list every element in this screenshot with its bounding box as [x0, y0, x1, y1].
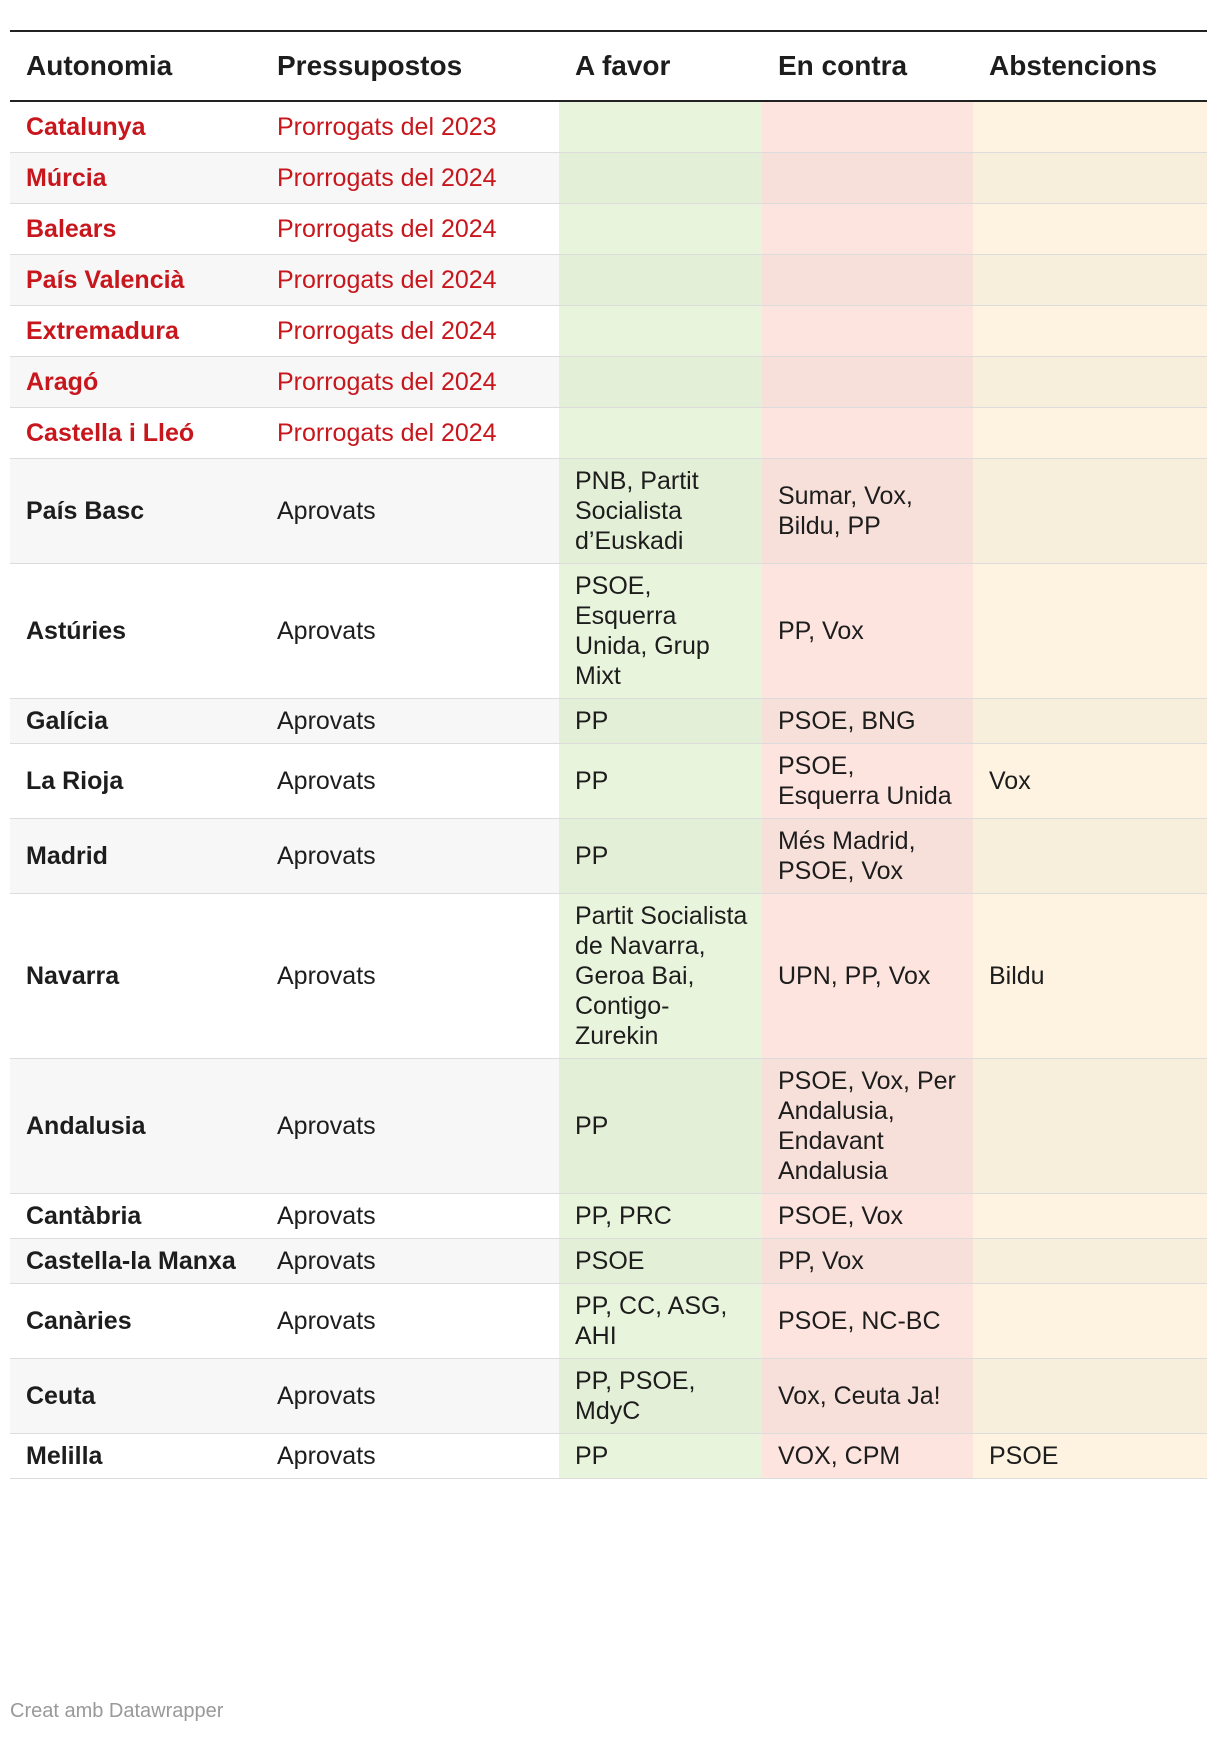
- cell-en-contra: Vox, Ceuta Ja!: [762, 1358, 973, 1433]
- cell-a-favor: PSOE, Esquerra Unida, Grup Mixt: [559, 563, 762, 698]
- cell-abstencions: [973, 1193, 1207, 1238]
- cell-a-favor: [559, 407, 762, 458]
- cell-abstencions: [973, 1058, 1207, 1193]
- cell-a-favor: PSOE: [559, 1238, 762, 1283]
- cell-pressupostos: Aprovats: [261, 818, 559, 893]
- table-row: [10, 698, 1207, 743]
- cell-a-favor: PP: [559, 743, 762, 818]
- table-row: [10, 203, 1207, 254]
- table-row: [10, 743, 1207, 818]
- cell-en-contra: PSOE, Esquerra Unida: [762, 743, 973, 818]
- cell-abstencions: Vox: [973, 743, 1207, 818]
- cell-abstencions: [973, 563, 1207, 698]
- cell-autonomia: Catalunya: [10, 101, 261, 152]
- cell-en-contra: [762, 203, 973, 254]
- header-autonomia[interactable]: Autonomia: [26, 50, 173, 81]
- cell-pressupostos: Prorrogats del 2023: [261, 101, 559, 152]
- cell-a-favor: PP: [559, 818, 762, 893]
- cell-autonomia: Balears: [10, 203, 261, 254]
- cell-a-favor: Partit Socialista de Navarra, Geroa Bai, Contigo-Zurekin: [559, 893, 762, 1058]
- cell-abstencions: [973, 458, 1207, 563]
- cell-autonomia: Canàries: [10, 1283, 261, 1358]
- cell-autonomia: Aragó: [10, 356, 261, 407]
- cell-en-contra: [762, 407, 973, 458]
- cell-en-contra: PSOE, NC-BC: [762, 1283, 973, 1358]
- cell-en-contra: [762, 305, 973, 356]
- table-row: [10, 1358, 1207, 1433]
- table-row: [10, 101, 1207, 152]
- cell-autonomia: La Rioja: [10, 743, 261, 818]
- cell-abstencions: [973, 254, 1207, 305]
- cell-autonomia: Ceuta: [10, 1358, 261, 1433]
- cell-autonomia: Astúries: [10, 563, 261, 698]
- table-row: [10, 1058, 1207, 1193]
- cell-a-favor: [559, 101, 762, 152]
- table-row: [10, 1238, 1207, 1283]
- table-row: [10, 1433, 1207, 1478]
- cell-autonomia: Cantàbria: [10, 1193, 261, 1238]
- cell-en-contra: Sumar, Vox, Bildu, PP: [762, 458, 973, 563]
- cell-abstencions: Bildu: [973, 893, 1207, 1058]
- cell-pressupostos: Prorrogats del 2024: [261, 152, 559, 203]
- cell-a-favor: [559, 203, 762, 254]
- cell-pressupostos: Aprovats: [261, 1238, 559, 1283]
- cell-autonomia: Andalusia: [10, 1058, 261, 1193]
- table-body: [10, 101, 1207, 1478]
- cell-a-favor: PP, PSOE, MdyC: [559, 1358, 762, 1433]
- cell-abstencions: [973, 407, 1207, 458]
- cell-pressupostos: Aprovats: [261, 1433, 559, 1478]
- cell-autonomia: Múrcia: [10, 152, 261, 203]
- cell-a-favor: PP: [559, 1433, 762, 1478]
- cell-a-favor: PP: [559, 1058, 762, 1193]
- cell-en-contra: [762, 152, 973, 203]
- table-row: [10, 458, 1207, 563]
- cell-abstencions: [973, 203, 1207, 254]
- header-row: [10, 31, 1207, 101]
- table-row: [10, 563, 1207, 698]
- table-row: [10, 254, 1207, 305]
- budget-table: [10, 30, 1207, 1479]
- credit-text: Creat amb Datawrapper: [10, 1700, 224, 1722]
- cell-a-favor: PP, PRC: [559, 1193, 762, 1238]
- cell-en-contra: VOX, CPM: [762, 1433, 973, 1478]
- cell-a-favor: [559, 254, 762, 305]
- header-abstencions[interactable]: Abstencions: [989, 50, 1158, 81]
- cell-a-favor: PNB, Partit Socialista d’Euskadi: [559, 458, 762, 563]
- cell-en-contra: PSOE, Vox: [762, 1193, 973, 1238]
- table-header: [10, 31, 1207, 101]
- table-row: [10, 305, 1207, 356]
- table-row: [10, 407, 1207, 458]
- table-row: [10, 1193, 1207, 1238]
- cell-abstencions: [973, 818, 1207, 893]
- cell-autonomia: Castella-la Manxa: [10, 1238, 261, 1283]
- cell-en-contra: [762, 101, 973, 152]
- cell-abstencions: [973, 101, 1207, 152]
- cell-a-favor: [559, 305, 762, 356]
- cell-abstencions: [973, 1358, 1207, 1433]
- table-row: [10, 893, 1207, 1058]
- cell-abstencions: [973, 1283, 1207, 1358]
- cell-autonomia: Navarra: [10, 893, 261, 1058]
- cell-pressupostos: Prorrogats del 2024: [261, 203, 559, 254]
- cell-a-favor: [559, 152, 762, 203]
- cell-a-favor: PP: [559, 698, 762, 743]
- cell-pressupostos: Aprovats: [261, 1358, 559, 1433]
- table-row: [10, 1283, 1207, 1358]
- cell-pressupostos: Aprovats: [261, 1058, 559, 1193]
- cell-en-contra: PP, Vox: [762, 563, 973, 698]
- cell-abstencions: PSOE: [973, 1433, 1207, 1478]
- cell-autonomia: Galícia: [10, 698, 261, 743]
- table-row: [10, 818, 1207, 893]
- cell-en-contra: PSOE, Vox, Per Andalusia, Endavant Andalusia: [762, 1058, 973, 1193]
- cell-a-favor: PP, CC, ASG, AHI: [559, 1283, 762, 1358]
- cell-pressupostos: Prorrogats del 2024: [261, 254, 559, 305]
- cell-autonomia: Castella i Lleó: [10, 407, 261, 458]
- budget-table-container: [10, 30, 1207, 1479]
- cell-autonomia: Madrid: [10, 818, 261, 893]
- cell-pressupostos: Prorrogats del 2024: [261, 356, 559, 407]
- cell-en-contra: [762, 356, 973, 407]
- cell-pressupostos: Aprovats: [261, 743, 559, 818]
- cell-en-contra: PSOE, BNG: [762, 698, 973, 743]
- cell-pressupostos: Aprovats: [261, 1193, 559, 1238]
- cell-pressupostos: Prorrogats del 2024: [261, 305, 559, 356]
- header-en-contra[interactable]: En contra: [778, 50, 908, 81]
- cell-en-contra: PP, Vox: [762, 1238, 973, 1283]
- cell-a-favor: [559, 356, 762, 407]
- header-a-favor[interactable]: A favor: [575, 50, 671, 81]
- cell-en-contra: [762, 254, 973, 305]
- cell-abstencions: [973, 356, 1207, 407]
- cell-pressupostos: Aprovats: [261, 698, 559, 743]
- cell-autonomia: Melilla: [10, 1433, 261, 1478]
- cell-abstencions: [973, 305, 1207, 356]
- cell-autonomia: Extremadura: [10, 305, 261, 356]
- cell-pressupostos: Aprovats: [261, 893, 559, 1058]
- cell-autonomia: País Valencià: [10, 254, 261, 305]
- cell-en-contra: UPN, PP, Vox: [762, 893, 973, 1058]
- cell-pressupostos: Prorrogats del 2024: [261, 407, 559, 458]
- cell-pressupostos: Aprovats: [261, 1283, 559, 1358]
- cell-pressupostos: Aprovats: [261, 563, 559, 698]
- cell-autonomia: País Basc: [10, 458, 261, 563]
- table-row: [10, 152, 1207, 203]
- cell-abstencions: [973, 1238, 1207, 1283]
- header-pressupostos[interactable]: Pressupostos: [277, 50, 463, 81]
- table-row: [10, 356, 1207, 407]
- cell-en-contra: Més Madrid, PSOE, Vox: [762, 818, 973, 893]
- cell-abstencions: [973, 698, 1207, 743]
- cell-pressupostos: Aprovats: [261, 458, 559, 563]
- cell-abstencions: [973, 152, 1207, 203]
